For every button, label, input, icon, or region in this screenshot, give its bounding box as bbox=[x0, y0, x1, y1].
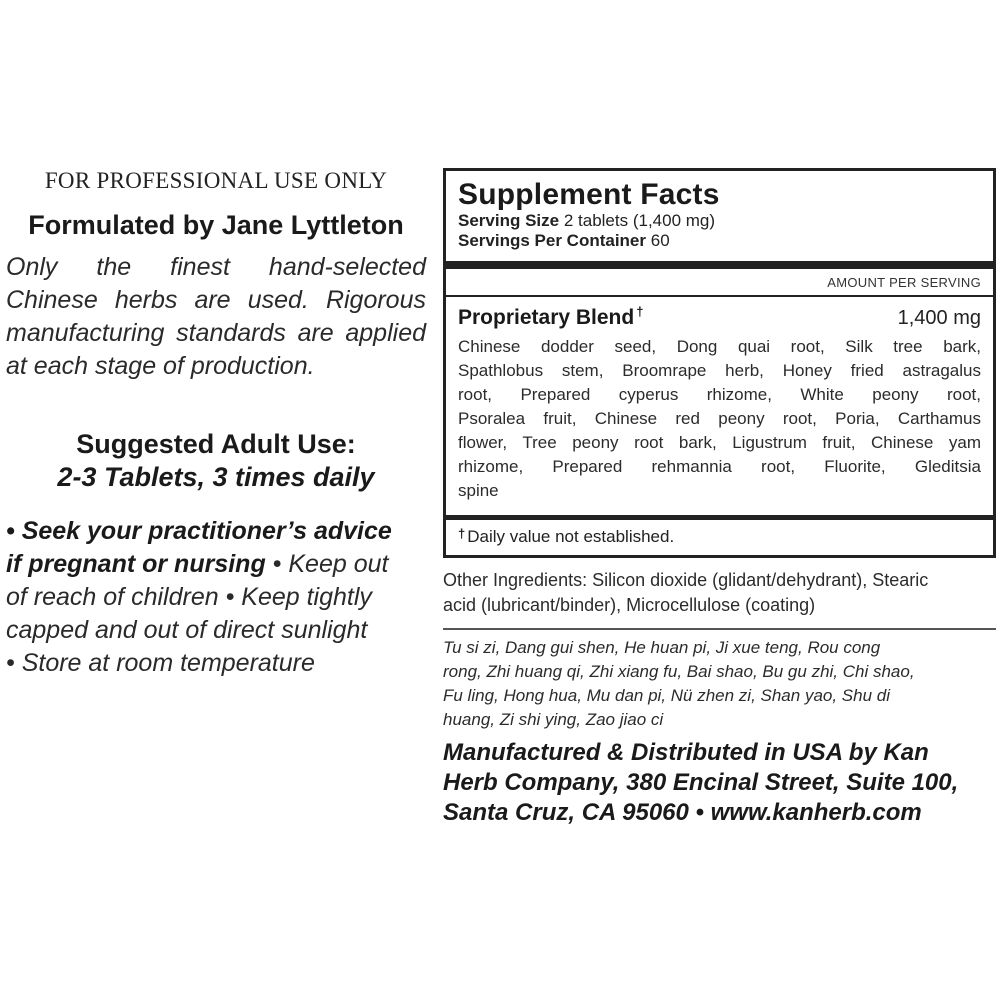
servings-per-container-label: Servings Per Container bbox=[458, 231, 647, 250]
intro-line: Only the finest hand-selected bbox=[6, 253, 426, 281]
warning-text: • Keep out bbox=[265, 550, 389, 578]
intro-paragraph bbox=[6, 251, 426, 383]
serving-size-label: Serving Size bbox=[458, 211, 560, 230]
professional-use-heading: FOR PROFESSIONAL USE ONLY bbox=[44, 168, 388, 193]
manufacturer-line: Santa Cruz, CA 95060 • www.kanherb.com bbox=[443, 799, 922, 826]
ingredient-line: Spathlobus stem, Broomrape herb, Honey fried astragalus bbox=[458, 361, 981, 380]
right-column bbox=[443, 168, 996, 828]
ingredient-line: Psoralea fruit, Chinese red peony root, Poria, Carthamus bbox=[458, 409, 981, 428]
blend-name-text: Proprietary Blend bbox=[458, 306, 635, 329]
intro-line: Chinese herbs are used. Rigorous bbox=[6, 286, 426, 314]
pinyin-line: rong, Zhi huang qi, Zhi xiang fu, Bai shao, Bu gu zhi, Chi shao, bbox=[443, 662, 915, 681]
intro-line: at each stage of production. bbox=[6, 352, 315, 380]
other-ingredients bbox=[443, 568, 996, 630]
servings-per-container-row bbox=[458, 231, 981, 251]
suggested-use-title: Suggested Adult Use: bbox=[76, 429, 356, 459]
facts-title: Supplement Facts bbox=[458, 178, 720, 211]
pinyin-names bbox=[443, 636, 996, 732]
dagger-mark: † bbox=[458, 526, 466, 541]
other-ingredients-line: acid (lubricant/binder), Microcellulose (coating) bbox=[443, 595, 816, 615]
daily-value-note bbox=[446, 515, 993, 555]
warning-line bbox=[6, 548, 426, 581]
ingredient-line: spine bbox=[458, 481, 499, 500]
daily-value-text: Daily value not established. bbox=[467, 527, 675, 546]
ingredient-line: rhizome, Prepared rehmannia root, Fluorite, Gleditsia bbox=[458, 457, 981, 476]
proprietary-blend-section bbox=[446, 297, 993, 515]
warning-line: of reach of children • Keep tightly bbox=[6, 583, 372, 611]
ingredient-line: flower, Tree peony root bark, Ligustrum fruit, Chinese yam bbox=[458, 433, 981, 452]
warning-bold-text: • Seek your practitioner’s advice bbox=[6, 517, 392, 545]
facts-header bbox=[446, 171, 993, 261]
blend-name bbox=[458, 305, 643, 331]
thick-divider bbox=[446, 261, 993, 269]
serving-size-row bbox=[458, 211, 981, 231]
warnings-paragraph bbox=[6, 515, 426, 680]
dagger-mark: † bbox=[636, 304, 644, 319]
ingredient-line: Chinese dodder seed, Dong quai root, Silk tree bark, bbox=[458, 337, 981, 356]
manufacturer-line: Herb Company, 380 Encinal Street, Suite 100, bbox=[443, 769, 959, 796]
manufacturer-line: Manufactured & Distributed in USA by Kan bbox=[443, 739, 929, 766]
pinyin-line: Tu si zi, Dang gui shen, He huan pi, Ji xue teng, Rou cong bbox=[443, 638, 881, 657]
blend-amount: 1,400 mg bbox=[897, 307, 981, 329]
formulated-by-heading: Formulated by Jane Lyttleton bbox=[28, 210, 404, 240]
amount-per-serving-header: AMOUNT PER SERVING bbox=[446, 269, 993, 297]
warning-bold-text: if pregnant or nursing bbox=[6, 550, 266, 578]
warning-line: • Store at room temperature bbox=[6, 649, 315, 677]
pinyin-line: Fu ling, Hong hua, Mu dan pi, Nü zhen zi, Shan yao, Shu di bbox=[443, 686, 890, 705]
warning-line bbox=[6, 515, 426, 548]
other-ingredients-line: Other Ingredients: Silicon dioxide (glidant/dehydrant), Stearic bbox=[443, 570, 929, 590]
ingredient-line: root, Prepared cyperus rhizome, White peony root, bbox=[458, 385, 981, 404]
manufacturer-info bbox=[443, 738, 996, 828]
servings-per-container-value: 60 bbox=[650, 231, 670, 250]
warning-line: capped and out of direct sunlight bbox=[6, 616, 368, 644]
left-column bbox=[6, 168, 426, 680]
suggested-use-dose: 2-3 Tablets, 3 times daily bbox=[57, 462, 375, 492]
pinyin-line: huang, Zi shi ying, Zao jiao ci bbox=[443, 710, 664, 729]
supplement-facts-panel bbox=[443, 168, 996, 558]
blend-ingredients bbox=[458, 335, 981, 503]
blend-row bbox=[458, 305, 981, 331]
serving-size-value: 2 tablets (1,400 mg) bbox=[563, 211, 716, 230]
intro-line: manufacturing standards are applied bbox=[6, 319, 426, 347]
